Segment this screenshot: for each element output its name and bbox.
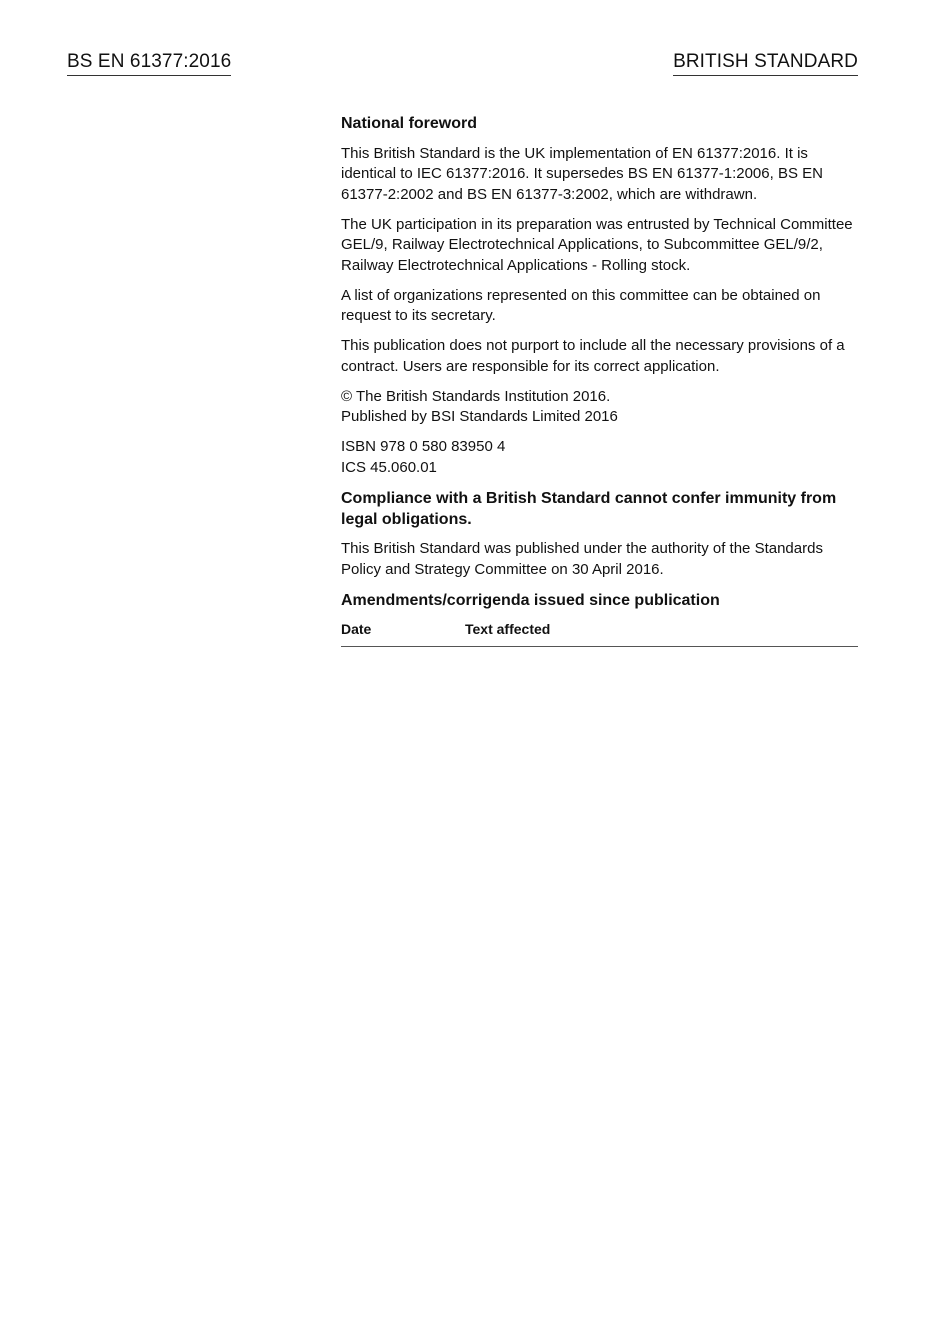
amendments-title: Amendments/corrigenda issued since publication xyxy=(341,591,720,609)
foreword-paragraph-participation: The UK participation in its preparation was entrusted by Technical Committee GEL/9, Railway Electrotechnical Applications, to Subcommittee GEL/9/2, Railway Electrotechnical Applications - Rolling stock. xyxy=(341,215,853,274)
foreword-paragraph-committee-list: A list of organizations represented on this committee can be obtained on request to its secretary. xyxy=(341,286,821,324)
foreword-paragraph-contract: This publication does not purport to include all the necessary provisions of a contract. Users are responsible for its correct application. xyxy=(341,337,845,375)
amendments-table xyxy=(341,620,858,647)
foreword-paragraph-implementation: This British Standard is the UK implementation of EN 61377:2016. It is identical to IEC 61377:2016. It supersedes BS EN 61377-1:2006, BS EN 61377-2:2002 and BS EN 61377-3:2002, which are withdrawn. xyxy=(341,144,823,203)
column-header-date: Date xyxy=(341,620,465,647)
document-code: BS EN 61377:2016 xyxy=(67,50,231,76)
amendments-header-row xyxy=(341,620,858,647)
national-foreword-section xyxy=(341,113,858,647)
isbn: ISBN 978 0 580 83950 4 xyxy=(341,438,506,455)
copyright-block xyxy=(341,387,858,428)
publisher-line: Published by BSI Standards Limited 2016 xyxy=(341,408,618,425)
compliance-statement: Compliance with a British Standard cannot confer immunity from legal obligations. xyxy=(341,489,837,528)
column-header-text-affected: Text affected xyxy=(465,620,858,647)
document-type: BRITISH STANDARD xyxy=(673,50,858,76)
publication-note: This British Standard was published under the authority of the Standards Policy and Strategy Committee on 30 April 2016. xyxy=(341,540,823,578)
identifiers-block xyxy=(341,437,858,478)
foreword-title: National foreword xyxy=(341,115,478,132)
ics-code: ICS 45.060.01 xyxy=(341,458,437,476)
copyright-line: © The British Standards Institution 2016. xyxy=(341,387,611,405)
